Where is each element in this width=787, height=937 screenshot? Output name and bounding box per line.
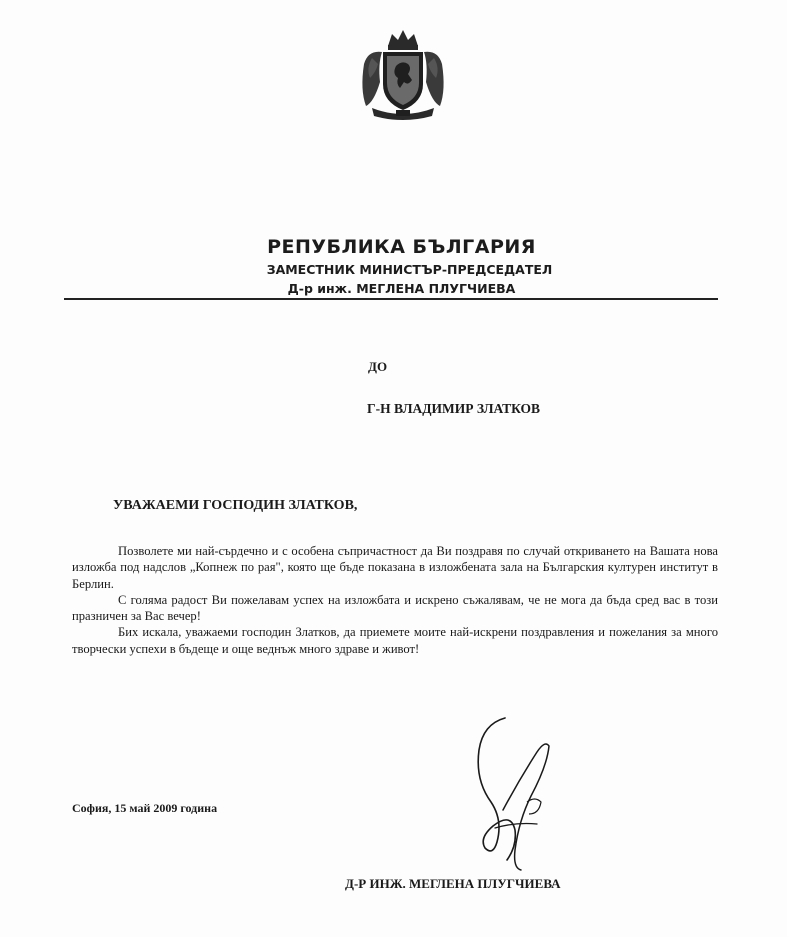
paragraph-1: Позволете ми най-сърдечно и с особена съпричастност да Ви поздравя по случай откриването на Вашата нова изложба под надслов „Копнеж по рая", която ще бъде показана в изложбената зала на Българския културен институт в Берлин. xyxy=(72,544,718,591)
handwritten-signature xyxy=(445,710,575,880)
signatory-name: Д-Р ИНЖ. МЕГЛЕНА ПЛУГЧИЕВА xyxy=(345,876,561,891)
letter-date: София, 15 май 2009 година xyxy=(72,801,218,815)
paragraph-3: Бих искала, уважаеми господин Златков, да приемете моите най-искрени поздравления и пожелания за много творчески успехи в бъдеще и още веднъж много здраве и живот! xyxy=(72,625,718,656)
header-subtitle: ЗАМЕСТНИК МИНИСТЪР-ПРЕДСЕДАТЕЛ xyxy=(266,262,553,277)
header-name: Д-р инж. МЕГЛЕНА ПЛУГЧИЕВА xyxy=(287,281,516,296)
header-divider xyxy=(64,298,718,300)
coat-of-arms-icon xyxy=(358,24,448,124)
addressee-label: ДО xyxy=(368,359,388,374)
header-title: РЕПУБЛИКА БЪЛГАРИЯ xyxy=(267,236,536,258)
salutation: УВАЖАЕМИ ГОСПОДИН ЗЛАТКОВ, xyxy=(113,498,358,513)
addressee-name: Г-Н ВЛАДИМИР ЗЛАТКОВ xyxy=(367,401,541,416)
paragraph-2: С голяма радост Ви пожелавам успех на изложбата и искрено съжалявам, че не мога да бъда сред вас в този празничен за Вас вечер! xyxy=(72,592,718,624)
letter-body xyxy=(72,543,718,657)
